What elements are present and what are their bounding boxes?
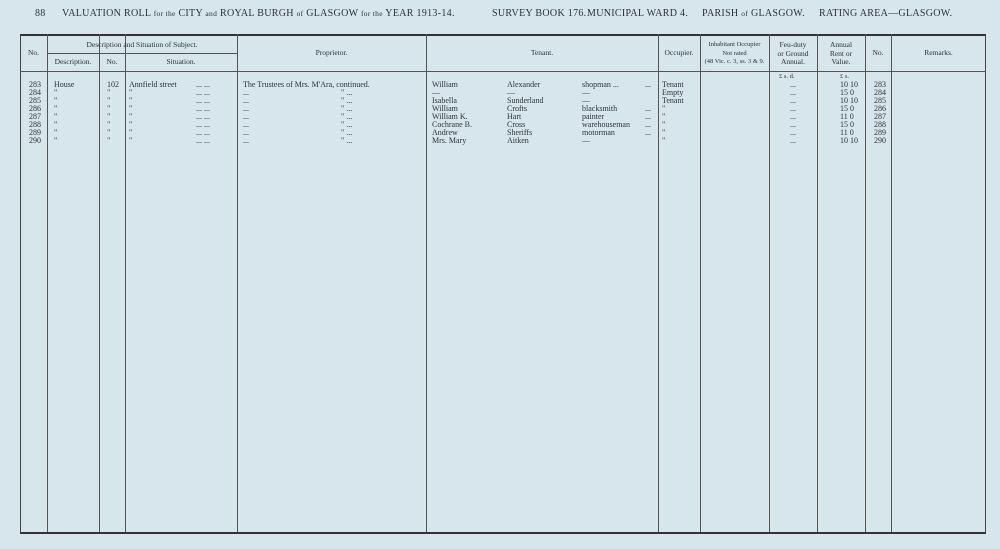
- row-occupier: ": [662, 104, 666, 113]
- column-rule: [891, 34, 892, 532]
- row-proprietor-dots: " ...: [341, 96, 353, 105]
- row-proprietor: ...: [243, 88, 249, 97]
- row-occupier: ": [662, 128, 666, 137]
- col-feu-duty: Feu-duty or Ground Annual.: [777, 40, 809, 66]
- col-remarks: Remarks.: [924, 48, 953, 57]
- column-rule: [426, 34, 427, 532]
- row-proprietor-dots: " ...: [341, 136, 353, 145]
- row-sub-no: ": [107, 128, 111, 137]
- row-situation-dots: ... ...: [196, 120, 210, 129]
- row-situation: ": [129, 96, 133, 105]
- row-feu: ...: [790, 96, 796, 105]
- subheader-rule: [47, 53, 237, 54]
- row-no-right: 288: [874, 120, 886, 129]
- row-feu: ...: [790, 80, 796, 89]
- row-tenant-dots: ...: [645, 128, 651, 137]
- row-situation-dots: ... ...: [196, 88, 210, 97]
- row-occupier: ": [662, 112, 666, 121]
- row-proprietor: ...: [243, 120, 249, 129]
- column-rule: [865, 34, 866, 532]
- row-feu: ...: [790, 120, 796, 129]
- column-rule: [125, 34, 126, 532]
- municipal-ward: MUNICIPAL WARD 4.: [587, 8, 689, 19]
- row-no: 286: [29, 104, 41, 113]
- row-tenant-occupation: —: [582, 136, 590, 145]
- row-proprietor-dots: " ...: [341, 120, 353, 129]
- row-situation-dots: ... ...: [196, 80, 210, 89]
- row-tenant-occupation: motorman: [582, 128, 615, 137]
- rating-area: RATING AREA—GLASGOW.: [819, 8, 953, 19]
- rent-currency: £ s.: [840, 73, 850, 80]
- column-rule: [817, 34, 818, 532]
- column-rule: [769, 34, 770, 532]
- row-description: ": [54, 120, 58, 129]
- col-annual-rent: Annual Rent or Value.: [829, 40, 853, 66]
- row-occupier: ": [662, 136, 666, 145]
- parish: PARISH of GLASGOW.: [702, 8, 805, 19]
- row-tenant-last: —: [507, 88, 515, 97]
- column-rule: [658, 34, 659, 532]
- row-occupier: Tenant: [662, 96, 684, 105]
- row-proprietor-dots: " ...: [341, 112, 353, 121]
- row-no: 283: [29, 80, 41, 89]
- row-no-right: 289: [874, 128, 886, 137]
- row-situation: ": [129, 120, 133, 129]
- row-proprietor: ...: [243, 128, 249, 137]
- col-situation: Situation.: [166, 57, 196, 66]
- row-occupier: Empty: [662, 88, 684, 97]
- column-rule: [237, 34, 238, 532]
- page-number: 88: [35, 8, 46, 19]
- row-tenant-occupation: shopman ...: [582, 80, 619, 89]
- row-rent: 15 0: [840, 120, 854, 129]
- row-feu: ...: [790, 128, 796, 137]
- row-tenant-first: —: [432, 88, 440, 97]
- row-description: ": [54, 88, 58, 97]
- row-tenant-first: Mrs. Mary: [432, 136, 467, 145]
- row-tenant-dots: ...: [645, 104, 651, 113]
- row-rent: 10 10: [840, 96, 858, 105]
- col-proprietor: Proprietor.: [315, 48, 348, 57]
- row-feu: ...: [790, 88, 796, 97]
- row-no-right: 283: [874, 80, 886, 89]
- row-tenant-last: Sunderland: [507, 96, 544, 105]
- col-tenant: Tenant.: [530, 48, 554, 57]
- column-rule: [700, 34, 701, 532]
- row-feu: ...: [790, 112, 796, 121]
- row-no: 284: [29, 88, 41, 97]
- row-tenant-last: Sheriffs: [507, 128, 533, 137]
- row-no: 285: [29, 96, 41, 105]
- row-proprietor: ...: [243, 136, 249, 145]
- row-situation: ": [129, 104, 133, 113]
- row-tenant-first: Cochrane B.: [432, 120, 472, 129]
- column-rule: [99, 34, 100, 532]
- row-tenant-first: William: [432, 80, 458, 89]
- row-sub-no: ": [107, 96, 111, 105]
- row-proprietor: ...: [243, 112, 249, 121]
- row-occupier: ": [662, 120, 666, 129]
- feu-currency: £ s. d.: [779, 73, 795, 80]
- row-tenant-dots: ...: [645, 120, 651, 129]
- row-no: 289: [29, 128, 41, 137]
- row-no: 290: [29, 136, 41, 145]
- col-occupier: Occupier.: [664, 48, 694, 57]
- row-situation: ": [129, 128, 133, 137]
- row-situation: ": [129, 112, 133, 121]
- col-inhabitant: Inhabitant Occupier Not rated (48 Vic. c. 3, ss. 3 & 9.: [704, 41, 765, 65]
- row-no-right: 284: [874, 88, 886, 97]
- row-situation-dots: ... ...: [196, 96, 210, 105]
- row-situation: Annfield street: [129, 80, 177, 89]
- row-tenant-last: Hart: [507, 112, 522, 121]
- row-proprietor-dots: " ...: [341, 88, 353, 97]
- header-bottom-rule: [20, 71, 986, 72]
- row-rent: 11 0: [840, 128, 854, 137]
- row-feu: ...: [790, 136, 796, 145]
- row-rent: 15 0: [840, 104, 854, 113]
- row-situation-dots: ... ...: [196, 128, 210, 137]
- row-sub-no: ": [107, 120, 111, 129]
- row-rent: 15 0: [840, 88, 854, 97]
- row-tenant-first: Andrew: [432, 128, 458, 137]
- row-proprietor-dots: " ...: [341, 104, 353, 113]
- row-tenant-last: Alexander: [507, 80, 541, 89]
- row-proprietor: The Trustees of Mrs. M'Ara, continued.: [243, 80, 370, 89]
- roll-title: VALUATION ROLL for the CITY and ROYAL BURGH of GLASGOW for the YEAR 1913-14.: [62, 8, 455, 19]
- row-tenant-first: Isabella: [432, 96, 457, 105]
- row-rent: 10 10: [840, 80, 858, 89]
- row-situation-dots: ... ...: [196, 104, 210, 113]
- row-no-right: 286: [874, 104, 886, 113]
- row-tenant-last: Aitken: [507, 136, 529, 145]
- row-tenant-first: William K.: [432, 112, 468, 121]
- row-tenant-occupation: —: [582, 88, 590, 97]
- row-sub-no: ": [107, 112, 111, 121]
- col-description: Description.: [54, 57, 92, 66]
- row-tenant-dots: ...: [645, 112, 651, 121]
- row-no: 287: [29, 112, 41, 121]
- row-situation-dots: ... ...: [196, 112, 210, 121]
- row-rent: 11 0: [840, 112, 854, 121]
- row-proprietor: ...: [243, 96, 249, 105]
- row-description: ": [54, 128, 58, 137]
- row-sub-no: ": [107, 88, 111, 97]
- row-tenant-occupation: warehouseman: [582, 120, 630, 129]
- col-no-right: No.: [872, 48, 884, 57]
- row-sub-no: ": [107, 136, 111, 145]
- column-rule: [47, 34, 48, 532]
- row-no-right: 287: [874, 112, 886, 121]
- col-no: No.: [27, 48, 40, 57]
- row-no-right: 285: [874, 96, 886, 105]
- row-no: 288: [29, 120, 41, 129]
- row-tenant-last: Cross: [507, 120, 526, 129]
- col-description-group: Description and Situation of Subject.: [86, 40, 198, 49]
- row-description: ": [54, 112, 58, 121]
- row-tenant-dots: ...: [645, 80, 651, 89]
- row-proprietor-dots: " ...: [341, 128, 353, 137]
- row-situation-dots: ... ...: [196, 136, 210, 145]
- row-situation: ": [129, 136, 133, 145]
- row-description: ": [54, 96, 58, 105]
- row-situation: ": [129, 88, 133, 97]
- row-tenant-last: Crofts: [507, 104, 527, 113]
- survey-book: SURVEY BOOK 176.: [492, 8, 587, 19]
- row-tenant-occupation: blacksmith: [582, 104, 618, 113]
- col-sub-no: No.: [106, 57, 118, 66]
- row-proprietor: ...: [243, 104, 249, 113]
- row-description: ": [54, 136, 58, 145]
- row-tenant-occupation: —: [582, 96, 590, 105]
- row-tenant-occupation: painter: [582, 112, 605, 121]
- row-feu: ...: [790, 104, 796, 113]
- row-description: ": [54, 104, 58, 113]
- row-rent: 10 10: [840, 136, 858, 145]
- row-no-right: 290: [874, 136, 886, 145]
- row-description: House: [54, 80, 75, 89]
- row-occupier: Tenant: [662, 80, 684, 89]
- row-sub-no: ": [107, 104, 111, 113]
- row-tenant-first: William: [432, 104, 458, 113]
- row-sub-no: 102: [107, 80, 119, 89]
